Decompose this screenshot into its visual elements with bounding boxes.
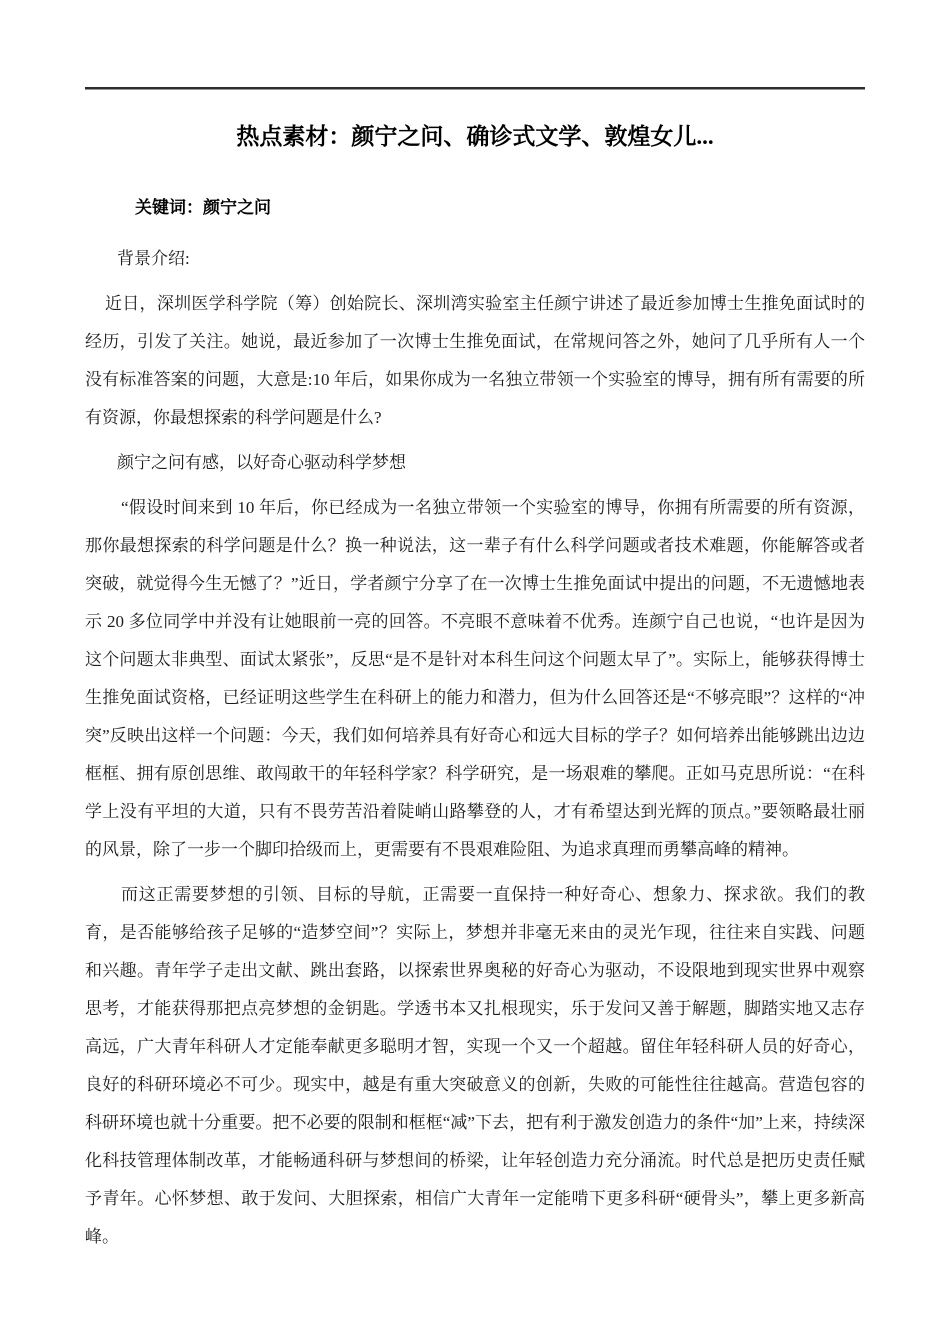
paragraph-body-2: 而这正需要梦想的引领、目标的导航，正需要一直保持一种好奇心、想象力、探求欲。我们的教育，是否能够给孩子足够的“造梦空间”？实际上，梦想并非毫无来由的灵光乍现，往往来自实践、问题和兴趣。青年学子走出文献、跳出套路，以探索世界奥秘的好奇心为驱动，不设限地到现实世界中观察思考，才能获得那把点亮梦想的金钥匙。学透书本又扎根现实，乐于发问又善于解题，脚踏实地又志存高远，广大青年科研人才定能奉献更多聪明才智，实现一个又一个超越。留住年轻科研人员的好奇心，良好的科研环境必不可少。现实中，越是有重大突破意义的创新，失败的可能性往往越高。营造包容的科研环境也就十分重要。把不必要的限制和框框“减”下去，把有利于激发创造力的条件“加”上来，持续深化科技管理体制改革，才能畅通科研与梦想间的桥梁，让年轻创造力充分涌流。时代总是把历史责任赋予青年。心怀梦想、敢于发问、大胆探索，相信广大青年一定能啃下更多科研“硬骨头”，攀上更多新高峰。 bbox=[85, 885, 865, 1246]
header-divider bbox=[85, 87, 865, 90]
paragraph-subheading: 颜宁之问有感，以好奇心驱动科学梦想 bbox=[117, 453, 406, 472]
document-title: 热点素材：颜宁之问、确诊式文学、敦煌女儿... bbox=[236, 124, 714, 149]
keywords-line: 关键词：颜宁之问 bbox=[135, 198, 271, 217]
paragraph-body-1: “假设时间来到 10 年后，你已经成为一名独立带领一个实验室的博导，你拥有所需要的所有资源，那你最想探索的科学问题是什么？换一种说法，这一辈子有什么科学问题或者技术难题，你能解答或者突破，就觉得今生无憾了？”近日，学者颜宁分享了在一次博士生推免面试中提出的问题，不无遗憾地表示 20 多位同学中并没有让她眼前一亮的回答。不亮眼不意味着不优秀。连颜宁自己也说，“也许是因为这个问题太非典型、面试太紧张”，反思“是不是针对本科生问这个问题太早了”。实际上，能够获得博士生推免面试资格，已经证明这些学生在科研上的能力和潜力，但为什么回答还是“不够亮眼”？这样的“冲突”反映出这样一个问题：今天，我们如何培养具有好奇心和远大目标的学子？如何培养出能够跳出边边框框、拥有原创思维、敢闯敢干的年轻科学家？科学研究，是一场艰难的攀爬。正如马克思所说：“在科学上没有平坦的大道，只有不畏劳苦沿着陡峭山路攀登的人，才有希望达到光辉的顶点。”要领略最壮丽的风景，除了一步一个脚印拾级而上，更需要有不畏艰难险阻、为追求真理而勇攀高峰的精神。 bbox=[85, 498, 865, 859]
paragraph-background-label: 背景介绍: bbox=[117, 249, 190, 268]
paragraph-background-text: 近日，深圳医学科学院（筹）创始院长、深圳湾实验室主任颜宁讲述了最近参加博士生推免面试时的经历，引发了关注。她说，最近参加了一次博士生推免面试，在常规问答之外，她问了几乎所有人一个没有标准答案的问题，大意是:10 年后，如果你成为一名独立带领一个实验室的博导，拥有所有需要的所有资源，你最想探索的科学问题是什么? bbox=[85, 294, 865, 427]
